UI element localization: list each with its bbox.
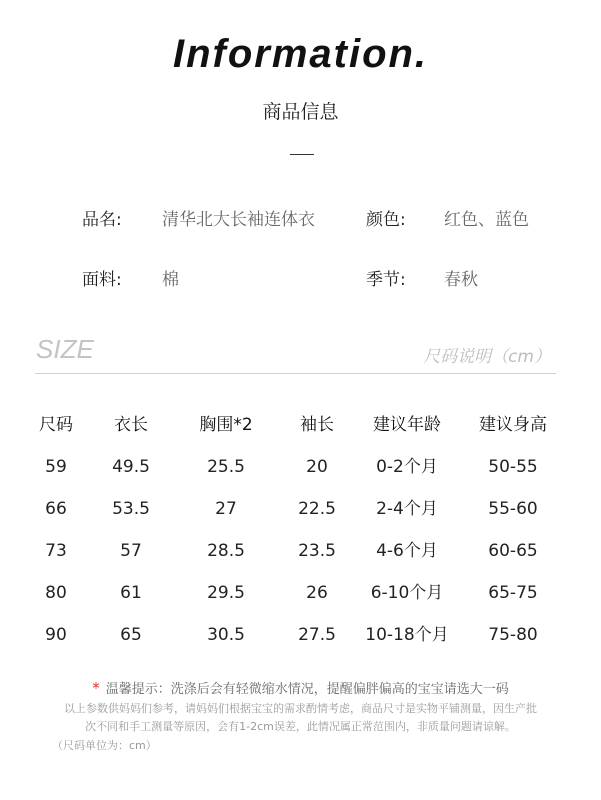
table-cell: 20 xyxy=(306,457,328,477)
table-cell: 59 xyxy=(45,457,67,477)
size-heading: SIZE xyxy=(36,334,94,364)
table-row xyxy=(0,573,601,615)
size-note: 尺码说明（cm） xyxy=(423,347,551,367)
fabric-label: 面料: xyxy=(82,270,122,290)
table-cell: 57 xyxy=(120,541,142,561)
tip-detail-line-2: 次不同和手工测量等原因，会有1-2cm误差，此情况属正常范围内，非质量问题请谅解。 xyxy=(85,720,516,733)
header-cell: 建议年龄 xyxy=(373,415,441,435)
tip-main-line xyxy=(0,678,601,697)
table-row xyxy=(0,447,601,489)
table-cell: 60-65 xyxy=(488,541,538,561)
tip-detail-line-1: 以上参数供妈妈们参考，请妈妈们根据宝宝的需求酌情考虑，商品尺寸是实物平铺测量，因生产批 xyxy=(64,702,537,715)
table-cell: 55-60 xyxy=(488,499,538,519)
table-cell: 50-55 xyxy=(488,457,538,477)
name-value: 清华北大长袖连体衣 xyxy=(162,210,315,230)
table-cell: 22.5 xyxy=(298,499,336,519)
table-cell: 2-4个月 xyxy=(376,499,438,519)
page-title: Information. xyxy=(172,32,429,76)
table-row xyxy=(0,615,601,657)
table-cell: 23.5 xyxy=(298,541,336,561)
table-cell: 4-6个月 xyxy=(376,541,438,561)
season-label: 季节: xyxy=(366,270,406,290)
header-cell: 胸围*2 xyxy=(199,415,253,435)
color-label: 颜色: xyxy=(366,210,406,230)
fabric-value: 棉 xyxy=(162,270,179,290)
size-unit-note: （尺码单位为：cm） xyxy=(52,739,157,752)
table-cell: 65 xyxy=(120,625,142,645)
table-cell: 27 xyxy=(215,499,237,519)
table-cell: 53.5 xyxy=(112,499,150,519)
title-divider xyxy=(290,154,314,155)
tip-main-text: 温馨提示：洗涤后会有轻微缩水情况，提醒偏胖偏高的宝宝请选大一码 xyxy=(105,682,509,697)
table-cell: 65-75 xyxy=(488,583,538,603)
table-cell: 90 xyxy=(45,625,67,645)
table-cell: 73 xyxy=(45,541,67,561)
season-value: 春秋 xyxy=(444,270,478,290)
table-cell: 61 xyxy=(120,583,142,603)
page-subtitle: 商品信息 xyxy=(262,101,339,123)
table-header-row xyxy=(0,405,601,447)
table-cell: 49.5 xyxy=(112,457,150,477)
table-cell: 28.5 xyxy=(207,541,245,561)
color-value: 红色、蓝色 xyxy=(444,210,529,230)
size-table xyxy=(0,405,601,657)
header-cell: 袖长 xyxy=(300,415,334,435)
table-cell: 27.5 xyxy=(298,625,336,645)
table-cell: 30.5 xyxy=(207,625,245,645)
table-cell: 26 xyxy=(306,583,328,603)
header-cell: 尺码 xyxy=(39,415,73,435)
header-cell: 建议身高 xyxy=(479,415,547,435)
asterisk-icon: * xyxy=(92,679,100,697)
table-cell: 25.5 xyxy=(207,457,245,477)
table-cell: 6-10个月 xyxy=(370,583,444,603)
name-label: 品名: xyxy=(82,210,122,230)
table-cell: 10-18个月 xyxy=(365,625,449,645)
table-row xyxy=(0,531,601,573)
header-cell: 衣长 xyxy=(114,415,148,435)
table-cell: 66 xyxy=(45,499,67,519)
table-row xyxy=(0,489,601,531)
size-divider xyxy=(35,373,556,374)
table-cell: 0-2个月 xyxy=(376,457,438,477)
table-cell: 80 xyxy=(45,583,67,603)
table-cell: 29.5 xyxy=(207,583,245,603)
table-cell: 75-80 xyxy=(488,625,538,645)
